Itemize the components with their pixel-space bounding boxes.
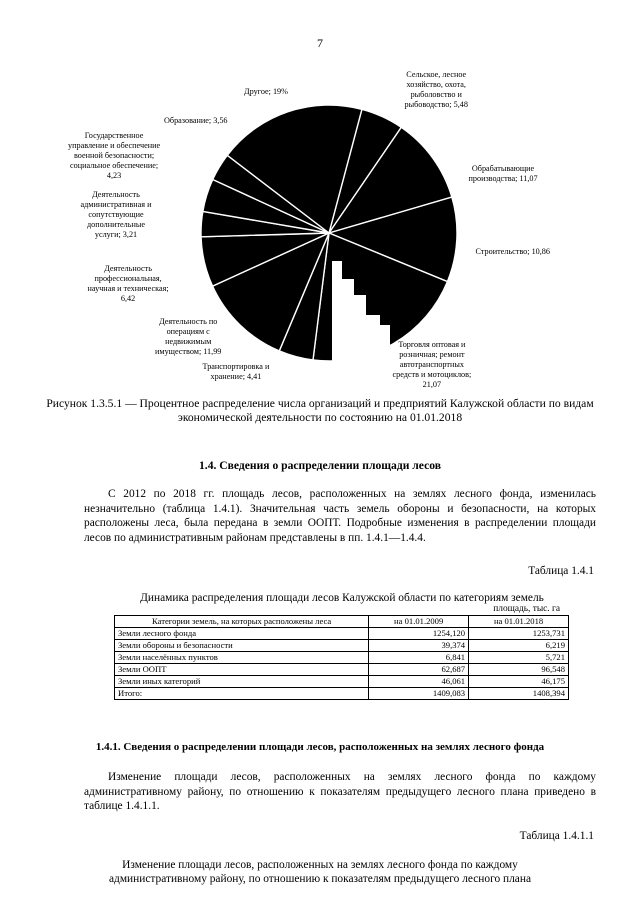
pattern-step: [332, 261, 342, 400]
pie-slice-label: [469, 164, 538, 184]
table2-title-line1: Изменение площади лесов, расположенных на землях лесного фонда по каждому: [122, 859, 518, 871]
table-cell-category: Земли иных категорий: [115, 676, 369, 688]
table-row: [115, 676, 569, 688]
pie-label-line: социальное обеспечение;: [70, 161, 159, 170]
pie-label-line: хранение; 4,41: [210, 372, 262, 381]
paragraph-area-change-text: Изменение площади лесов, расположенных на землях лесного фонда по каждому административному району, по отношению к показателям предыдущего лесного плана приведено в таблице 1.4.1.1.: [84, 771, 596, 812]
pie-slice-label: [81, 190, 152, 240]
pie-label-line: производства; 11,07: [468, 174, 538, 183]
pie-label-line: дополнительные: [86, 220, 146, 229]
table-cell-category: Земли обороны и безопасности: [115, 640, 369, 652]
pie-label-line: административная и: [80, 200, 152, 209]
pie-label-line: профессиональная,: [94, 274, 162, 283]
table-cell-category: Итого:: [115, 688, 369, 700]
table-cell-category: Земли лесного фонда: [115, 628, 369, 640]
table-cell-2009: 39,374: [369, 640, 469, 652]
pie-label-line: Сельское, лесное: [406, 70, 467, 79]
table-cell-2018: 96,548: [469, 664, 569, 676]
table-cell-2018: 5,721: [469, 652, 569, 664]
pie-label-line: средств и мотоциклов;: [392, 370, 472, 379]
pie-label-line: научная и техническая;: [87, 284, 169, 293]
pie-label-line: розничная; ремонт: [399, 350, 465, 359]
pie-slice-label: [203, 362, 270, 382]
table-cell-2018: 46,175: [469, 676, 569, 688]
pattern-step: [354, 295, 366, 395]
pie-label-line: операциям с: [166, 327, 210, 336]
pie-label-line: сопутствующие: [88, 210, 144, 219]
pie-label-line: недвижимым: [165, 337, 212, 346]
pie-slice-label: [164, 116, 228, 126]
pie-label-line: Транспортировка и: [202, 362, 270, 371]
pie-label-line: Образование; 3,56: [164, 116, 228, 125]
table-cell-category: Земли ООПТ: [115, 664, 369, 676]
table2-label: Таблица 1.4.1.1: [519, 830, 594, 842]
table-cell-2018: 1253,731: [469, 628, 569, 640]
forest-area-table: [114, 615, 569, 700]
pie-slice-label: [244, 87, 288, 97]
pie-label-line: 4,23: [106, 171, 122, 180]
pie-slice-label: [68, 131, 160, 181]
table2-title-line2: административному району, по отношению к показателям предыдущего лесного плана: [108, 873, 531, 885]
table-row-total: [115, 688, 569, 700]
pie-label-line: Деятельность по: [159, 317, 218, 326]
pie-label-line: Деятельность: [92, 190, 140, 199]
pie-slice-label: [476, 247, 551, 257]
pie-label-line: Строительство; 10,86: [475, 247, 550, 256]
table-cell-2009: 1254,120: [369, 628, 469, 640]
table-cell-2009: 46,061: [369, 676, 469, 688]
pie-label-line: имуществом; 11,99: [155, 347, 222, 356]
pie-label-line: управление и обеспечение: [68, 141, 161, 150]
table-cell-2009: 1409,083: [369, 688, 469, 700]
table-cell-2009: 6,841: [369, 652, 469, 664]
figure-caption: Рисунок 1.3.5.1 — Процентное распределение числа организаций и предприятий Калужской области по видам экономической деятельности по состоянию на 01.01.2018: [46, 397, 594, 424]
pie-label-line: Обрабатывающие: [471, 164, 535, 173]
table-row: [115, 640, 569, 652]
pie-label-line: рыбоводство; 5,48: [404, 100, 468, 109]
table2-title: [40, 858, 600, 886]
pattern-step: [342, 279, 354, 399]
pie-label-line: Торговля оптовая и: [398, 340, 466, 349]
pie-label-line: хозяйство, охота,: [406, 80, 466, 89]
table-cell-2009: 62,687: [369, 664, 469, 676]
pie-label-line: 6,42: [120, 294, 136, 303]
pattern-step: [380, 325, 390, 385]
paragraph-forest-area-text: С 2012 по 2018 гг. площадь лесов, расположенных на землях лесного фонда, изменилась незначительно (таблица 1.4.1). Значительная часть земель обороны и безопасности, на которых расположены леса, была передана в земли ООПТ. Подробные изменения в распределении площади лесов по административным районам представлены в пп. 1.4.1—1.4.4.: [84, 488, 596, 544]
table-title: Динамика распределения площади лесов Калужской области по категориям земель: [140, 592, 544, 604]
pie-slice-label: [88, 264, 169, 304]
table-header-2018: на 01.01.2018: [469, 616, 569, 628]
table-row: [115, 652, 569, 664]
table-unit: площадь, тыс. га: [493, 604, 560, 614]
table-header-2009: на 01.01.2009: [369, 616, 469, 628]
table-cell-category: Земли населённых пунктов: [115, 652, 369, 664]
pie-label-line: Другое; 19%: [244, 87, 288, 96]
pie-label-line: услуги; 3,21: [94, 230, 138, 239]
pie-label-line: рыболовство и: [410, 90, 462, 99]
pie-label-line: Деятельность: [104, 264, 152, 273]
pie-label-line: 21,07: [422, 380, 442, 389]
pie-label-line: Государственное: [84, 131, 144, 140]
table-cell-2018: 6,219: [469, 640, 569, 652]
pie-slice-label: [405, 70, 468, 110]
table-label: Таблица 1.4.1: [528, 565, 594, 577]
subsection-heading: 1.4.1. Сведения о распределении площади лесов, расположенных на землях лесного фонда: [95, 741, 545, 753]
pie-slice-label: [393, 340, 472, 390]
page-number: 7: [317, 36, 323, 50]
table-header-row: [115, 616, 569, 628]
table-row: [115, 664, 569, 676]
table-row: [115, 628, 569, 640]
pie-slice-label: [155, 317, 221, 357]
pie-label-line: военной безопасности;: [73, 151, 155, 160]
table-header-category: Категории земель, на которых расположены леса: [115, 616, 369, 628]
paragraph-area-change: [84, 770, 596, 814]
section-heading: 1.4. Сведения о распределении площади лесов: [199, 459, 441, 472]
pie-label-line: автотранспортных: [399, 360, 464, 369]
paragraph-forest-area: [84, 487, 596, 545]
table-cell-2018: 1408,394: [469, 688, 569, 700]
